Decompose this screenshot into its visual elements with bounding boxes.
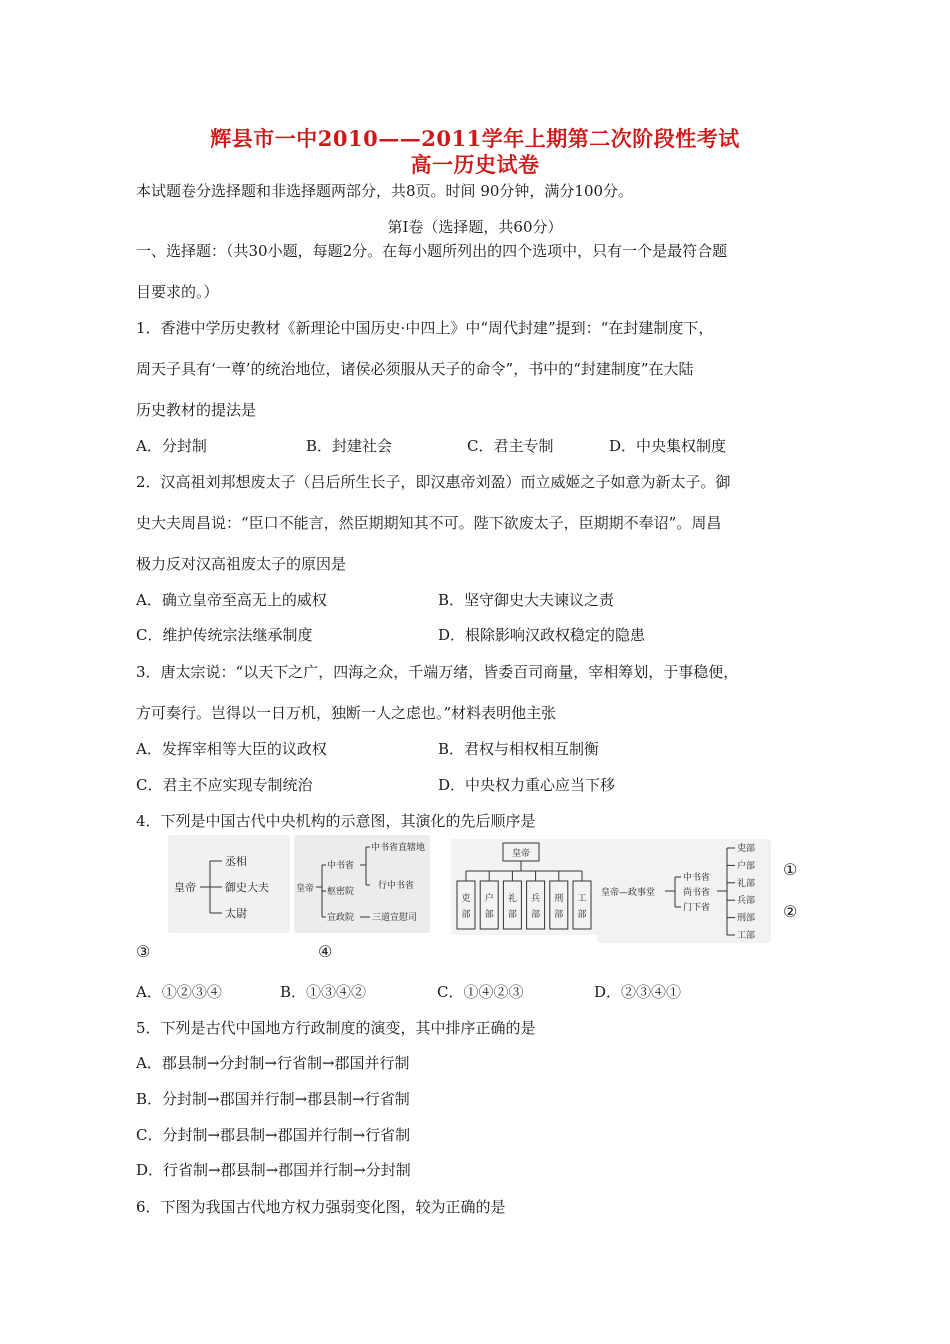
question-1-stem: 历史教材的提法是 — [136, 401, 257, 419]
question-5-stem: 5．下列是古代中国地方行政制度的演变，其中排序正确的是 — [136, 1019, 536, 1037]
question-5-option-a[interactable]: A．郡县制→分封制→行省制→郡国并行制 — [136, 1054, 410, 1072]
diagram-3-box — [527, 881, 545, 929]
diagram-2-sub: 三道宣慰司 — [372, 913, 418, 923]
question-3-option-c[interactable]: C．君主不应实现专制统治 — [136, 776, 313, 794]
question-2-option-a[interactable]: A．确立皇帝至高无上的威权 — [136, 591, 327, 609]
question-3-option-d[interactable]: D．中央权力重心应当下移 — [438, 776, 616, 794]
question-2-stem: 极力反对汉高祖废太子的原因是 — [136, 555, 347, 573]
diagram-3-branch: 部 — [577, 910, 587, 920]
question-5-option-c[interactable]: C．分封制→郡县制→郡国并行制→行省制 — [136, 1126, 411, 1144]
diagram-3-branch: 部 — [461, 910, 471, 920]
question-4-option-c[interactable]: C．①④②③ — [437, 983, 524, 1001]
diagram-2-branch: 中书省 — [327, 861, 355, 871]
diagram-3-branch: 工 — [577, 894, 587, 904]
question-4-option-a[interactable]: A．①②③④ — [136, 983, 222, 1001]
diagram-4-ministry: 刑部 — [737, 913, 756, 924]
diagram-3-branch: 兵 — [531, 894, 541, 904]
diagram-2-root: 皇帝 — [296, 884, 315, 894]
question-6-stem: 6．下图为我国古代地方权力强弱变化图，较为正确的是 — [136, 1198, 506, 1216]
section-heading: 第Ⅰ卷（选择题，共60分） — [387, 218, 563, 236]
diagram-4-ministry: 礼部 — [737, 878, 756, 889]
diagram-3-box — [550, 881, 568, 929]
diagram-qin-central-system — [168, 835, 290, 933]
question-1-stem: 1．香港中学历史教材《新理论中国历史·中四上》中“周代封建”提到：“在封建制度下， — [136, 319, 714, 337]
question-2-option-b[interactable]: B．坚守御史大夫谏议之责 — [438, 591, 615, 609]
question-4-option-d[interactable]: D．②③④① — [594, 983, 682, 1001]
question-3-stem: 3．唐太宗说：“以天下之广，四海之众，千端万绪，皆委百司商量，宰相筹划，于事稳便， — [136, 663, 739, 681]
diagram-2-branch: 宣政院 — [327, 913, 355, 923]
diagram-3-branch: 部 — [554, 910, 564, 920]
question-5-option-d[interactable]: D．行省制→郡县制→郡国并行制→分封制 — [136, 1161, 411, 1179]
diagram-mark-1: ① — [783, 860, 798, 879]
diagram-4-branch: 尚书省 — [683, 888, 711, 898]
question-4-option-b[interactable]: B．①③④② — [280, 983, 367, 1001]
diagram-3-branch: 部 — [484, 910, 494, 920]
diagram-4-root: 皇帝—政事堂 — [601, 888, 656, 898]
question-1-option-b[interactable]: B．封建社会 — [306, 437, 393, 455]
diagram-2-sub: 中书省直辖地 — [371, 843, 426, 853]
diagram-1-branch: 御史大夫 — [225, 881, 269, 894]
question-1-option-d[interactable]: D．中央集权制度 — [609, 437, 727, 455]
question-2-stem: 史大夫周昌说：“臣口不能言，然臣期期知其不可。陛下欲废太子，臣期期不奉诏”。周昌 — [136, 514, 722, 532]
diagram-2-sub: 行中书省 — [378, 881, 415, 891]
diagram-3-branch: 户 — [484, 894, 494, 904]
exam-subtitle: 高一历史试卷 — [410, 152, 540, 177]
diagram-1-root: 皇帝 — [174, 881, 196, 894]
diagram-3-branch: 刑 — [554, 894, 564, 904]
diagram-4-ministry: 兵部 — [737, 896, 756, 907]
diagram-3-branch: 礼 — [507, 894, 517, 904]
diagram-tang-central-system — [597, 839, 771, 943]
diagram-3-branch: 吏 — [461, 894, 471, 904]
diagram-3-branch: 部 — [507, 910, 517, 920]
diagram-1-branch: 太尉 — [225, 907, 247, 920]
diagram-4-branch: 中书省 — [683, 873, 711, 883]
diagram-3-box — [480, 881, 498, 929]
diagram-2-branch: 枢密院 — [327, 887, 355, 897]
diagram-4-ministry: 户部 — [737, 861, 756, 872]
diagram-4-ministry: 吏部 — [737, 844, 756, 854]
diagram-3-branch: 部 — [531, 910, 541, 920]
diagram-3-box — [503, 881, 521, 929]
part-instruction-line: 目要求的。） — [136, 283, 219, 301]
diagram-ming-central-system — [451, 839, 597, 935]
question-5-option-b[interactable]: B．分封制→郡国并行制→郡县制→行省制 — [136, 1090, 410, 1108]
diagram-4-ministry: 工部 — [737, 931, 756, 941]
diagram-3-root: 皇帝 — [512, 849, 531, 859]
question-2-option-c[interactable]: C．维护传统宗法继承制度 — [136, 626, 313, 644]
question-3-stem: 方可奏行。岂得以一日万机，独断一人之虑也。”材料表明他主张 — [136, 704, 557, 722]
diagram-3-box — [573, 881, 591, 929]
diagram-3-box — [457, 881, 475, 929]
exam-title: 辉县市一中2010——2011学年上期第二次阶段性考试 — [210, 126, 740, 151]
diagram-yuan-central-system — [294, 835, 430, 933]
question-1-stem: 周天子具有‘一尊’的统治地位，诸侯必须服从天子的命令”，书中的“封建制度”在大陆 — [136, 360, 694, 378]
question-1-option-c[interactable]: C．君主专制 — [467, 437, 554, 455]
question-1-option-a[interactable]: A．分封制 — [136, 437, 207, 455]
part-instruction-line: 一、选择题：（共30小题，每题2分。在每小题所列出的四个选项中，只有一个是最符合题 — [136, 242, 728, 260]
question-4-stem: 4．下列是中国古代中央机构的示意图，其演化的先后顺序是 — [136, 812, 536, 830]
diagram-4-branch: 门下省 — [683, 903, 711, 913]
diagram-mark-3: ③ — [136, 942, 151, 961]
question-2-stem: 2．汉高祖刘邦想废太子（吕后所生长子，即汉惠帝刘盈）而立威姬之子如意为新太子。御 — [136, 473, 731, 491]
diagram-mark-2: ② — [783, 902, 798, 921]
question-2-option-d[interactable]: D．根除影响汉政权稳定的隐患 — [438, 626, 646, 644]
diagram-mark-4: ④ — [318, 942, 333, 961]
diagram-1-branch: 丞相 — [225, 855, 247, 868]
question-3-option-a[interactable]: A．发挥宰相等大臣的议政权 — [136, 740, 327, 758]
intro-text: 本试题卷分选择题和非选择题两部分，共8页。时间 90分钟，满分100分。 — [136, 182, 634, 200]
question-3-option-b[interactable]: B．君权与相权相互制衡 — [438, 740, 600, 758]
